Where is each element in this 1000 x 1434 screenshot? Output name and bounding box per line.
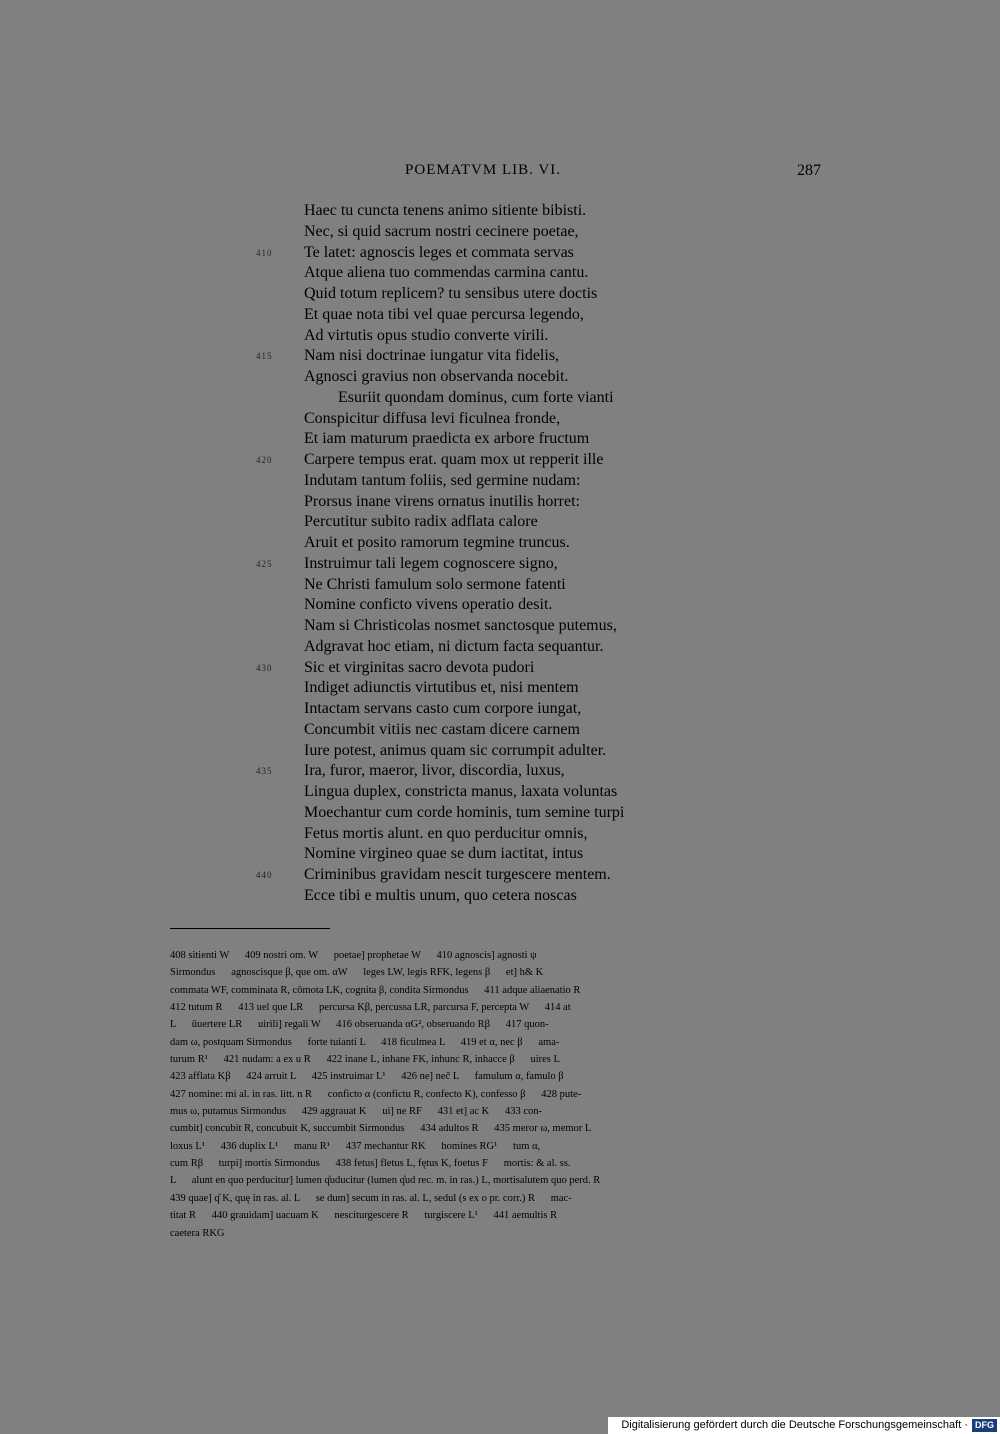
verse-text: Te latet: agnoscis leges et commata servas xyxy=(304,243,574,261)
apparatus-line: 427 nomine: mi al. in ras. litt. n R conficto α (confictu R, confecto K), confesso β 428 pute- xyxy=(170,1088,582,1100)
apparatus-line: 408 sitienti W 409 nostri om. W poetae] prophetae W 410 agnoscis] agnosti ψ xyxy=(170,950,537,961)
verse-line xyxy=(304,429,724,450)
verse-line xyxy=(304,699,724,720)
line-number: 415 xyxy=(256,351,273,362)
verse-line xyxy=(304,616,724,637)
dfg-funding-banner xyxy=(608,1417,1000,1434)
poem-text xyxy=(256,201,724,907)
verse-line xyxy=(304,575,724,596)
apparatus-line: titat R 440 grauidam] uacuam K nesciturgescere R turgiscere L¹ 441 aemultis R xyxy=(170,1210,558,1222)
verse-line xyxy=(304,409,724,430)
verse-text: Et quae nota tibi vel quae percursa legendo, xyxy=(304,305,584,323)
verse-line xyxy=(256,865,724,886)
verse-line xyxy=(304,741,724,762)
apparatus-line: 423 afflata Kβ 424 arruit L 425 instruimar L¹ 426 ne] neč L famulum α, famulo β xyxy=(170,1071,564,1083)
verse-line xyxy=(304,305,724,326)
critical-apparatus xyxy=(170,947,826,1242)
verse-line xyxy=(256,554,724,575)
verse-line xyxy=(304,782,724,803)
verse-text: Indutam tantum foliis, sed germine nudam: xyxy=(304,471,581,489)
verse-line xyxy=(256,346,724,367)
apparatus-line: dam ω, postquam Sirmondus forte tuianti L 418 ficulmea L 419 et α, nec β ama- xyxy=(170,1036,560,1048)
verse-line xyxy=(304,471,724,492)
verse-line xyxy=(304,886,724,907)
footnote-divider xyxy=(170,928,330,929)
verse-line xyxy=(304,492,724,513)
apparatus-line: commata WF, comminata R, cōmota LK, cognita β, condita Sirmondus 411 adque aliaenatio R xyxy=(170,984,581,996)
verse-line xyxy=(256,761,724,782)
verse-text: Indiget adiunctis virtutibus et, nisi mentem xyxy=(304,679,579,697)
line-number: 410 xyxy=(256,247,273,258)
verse-text: Conspicitur diffusa levi ficulnea fronde, xyxy=(304,409,561,427)
funding-text: Digitalisierung gefördert durch die Deutsche Forschungsgemeinschaft · xyxy=(621,1419,968,1431)
page-number: 287 xyxy=(797,162,821,179)
verse-line xyxy=(304,637,724,658)
apparatus-line: L ūuertere LR uirili] regali W 416 obseruanda αG², obseruando Rβ 417 quon- xyxy=(170,1019,549,1031)
verse-text: Concumbit vitiis nec castam dicere carnem xyxy=(304,720,580,738)
verse-line xyxy=(304,595,724,616)
verse-text: Nam si Christicolas nosmet sanctosque putemus, xyxy=(304,617,617,634)
apparatus-line: turum R¹ 421 nudam: a ex u R 422 inane L, inhane FK, inhunc R, inhacce β uires L xyxy=(170,1054,560,1066)
verse-text: Nomine virgineo quae se dum iactitat, intus xyxy=(304,845,584,863)
verse-text: Ecce tibi e multis unum, quo cetera noscas xyxy=(304,886,577,904)
verse-text: Prorsus inane virens ornatus inutilis horret: xyxy=(304,492,580,510)
verse-line xyxy=(256,658,724,679)
verse-text: Lingua duplex, constricta manus, laxata voluntas xyxy=(304,783,618,800)
verse-text: Iure potest, animus quam sic corrumpit adulter. xyxy=(304,741,607,759)
line-number: 420 xyxy=(256,455,273,465)
verse-line xyxy=(304,512,724,533)
verse-line xyxy=(304,284,724,305)
verse-text: Fetus mortis alunt. en quo perducitur omnis, xyxy=(304,824,588,842)
verse-text: Atque aliena tuo commendas carmina cantu. xyxy=(304,264,589,282)
verse-text: Nomine conficto vivens operatio desit. xyxy=(304,596,553,614)
verse-text: Nam nisi doctrinae iungatur vita fidelis, xyxy=(304,347,560,365)
line-number: 430 xyxy=(256,662,273,673)
apparatus-line: cum Rβ turpi] mortis Sirmondus 438 fetus] fletus L, fętus K, foetus F mortis: & al. ss. xyxy=(170,1158,571,1170)
apparatus-line: loxus L¹ 436 duplix L¹ manu R¹ 437 mechantur RK homines RG¹ tum α, xyxy=(170,1140,541,1152)
verse-line xyxy=(304,844,724,865)
apparatus-line: L alunt en quo perducitur] lumen q̊uducitur (lumen q̊ud rec. m. in ras.) L, mortisalutem quo perd. R xyxy=(170,1175,601,1187)
line-number: 435 xyxy=(256,766,273,777)
verse-line xyxy=(304,222,724,243)
verse-line xyxy=(256,450,724,471)
verse-line xyxy=(304,263,724,284)
verse-text: Percutitur subito radix adflata calore xyxy=(304,513,538,531)
verse-line xyxy=(304,678,724,699)
verse-text: Sic et virginitas sacro devota pudori xyxy=(304,658,535,676)
line-number: 425 xyxy=(256,558,273,569)
verse-text: Et iam maturum praedicta ex arbore fructum xyxy=(304,430,590,448)
verse-text: Adgravat hoc etiam, ni dictum facta sequantur. xyxy=(304,637,604,655)
verse-text: Aruit et posito ramorum tegmine truncus. xyxy=(304,534,570,551)
verse-line xyxy=(304,533,724,554)
apparatus-line: 439 quae] q̊ K, quę in ras. al. L se dum] secum in ras. al. L, sedul (s ex o pr. corr.) R mac- xyxy=(170,1192,572,1204)
verse-line xyxy=(304,720,724,741)
apparatus-line: Sirmondus agnoscisque β, que om. αW leges LW, legis RFK, legens β et] h& K xyxy=(170,967,544,979)
verse-text: Ad virtutis opus studio converte virili. xyxy=(304,326,549,344)
apparatus-line: caetera RKG xyxy=(170,1227,225,1239)
running-head-title: POEMATVM LIB. VI. xyxy=(405,162,561,178)
verse-line xyxy=(304,201,724,222)
verse-text: Quid totum replicem? tu sensibus utere doctis xyxy=(304,285,598,302)
verse-text: Haec tu cuncta tenens animo sitiente bibisti. xyxy=(304,202,587,219)
dfg-logo: DFG xyxy=(972,1419,997,1432)
verse-text: Ira, furor, maeror, livor, discordia, luxus, xyxy=(304,762,565,780)
apparatus-line: cumbit] concubit R, concubuit K, succumbit Sirmondus 434 adultos R 435 meror ω, memor L xyxy=(170,1123,592,1135)
verse-text: Esuriit quondam dominus, cum forte vianti xyxy=(338,388,614,406)
verse-line xyxy=(256,243,724,264)
line-number: 440 xyxy=(256,870,273,880)
verse-line xyxy=(304,367,724,388)
verse-text: Moechantur cum corde hominis, tum semine turpi xyxy=(304,803,625,821)
verse-text: Nec, si quid sacrum nostri cecinere poetae, xyxy=(304,222,579,240)
verse-text: Intactam servans casto cum corpore iungat, xyxy=(304,700,582,717)
verse-line xyxy=(304,803,724,824)
verse-line xyxy=(304,824,724,845)
verse-line xyxy=(304,326,724,347)
verse-text: Ne Christi famulum solo sermone fatenti xyxy=(304,575,566,593)
verse-text: Criminibus gravidam nescit turgescere mentem. xyxy=(304,866,611,883)
apparatus-line: 412 tutum R 413 uel que LR percursa Kβ, percussa LR, parcursa F, percepta W 414 at xyxy=(170,1002,571,1014)
verse-text: Carpere tempus erat. quam mox ut repperit ille xyxy=(304,451,604,468)
verse-text: Instruimur tali legem cognoscere signo, xyxy=(304,554,558,572)
verse-text: Agnosci gravius non observanda nocebit. xyxy=(304,368,569,385)
apparatus-line: mus ω, putamus Sirmondus 429 aggrauat K ui] ne RF 431 et] ac K 433 con- xyxy=(170,1106,543,1118)
verse-line xyxy=(304,388,724,409)
